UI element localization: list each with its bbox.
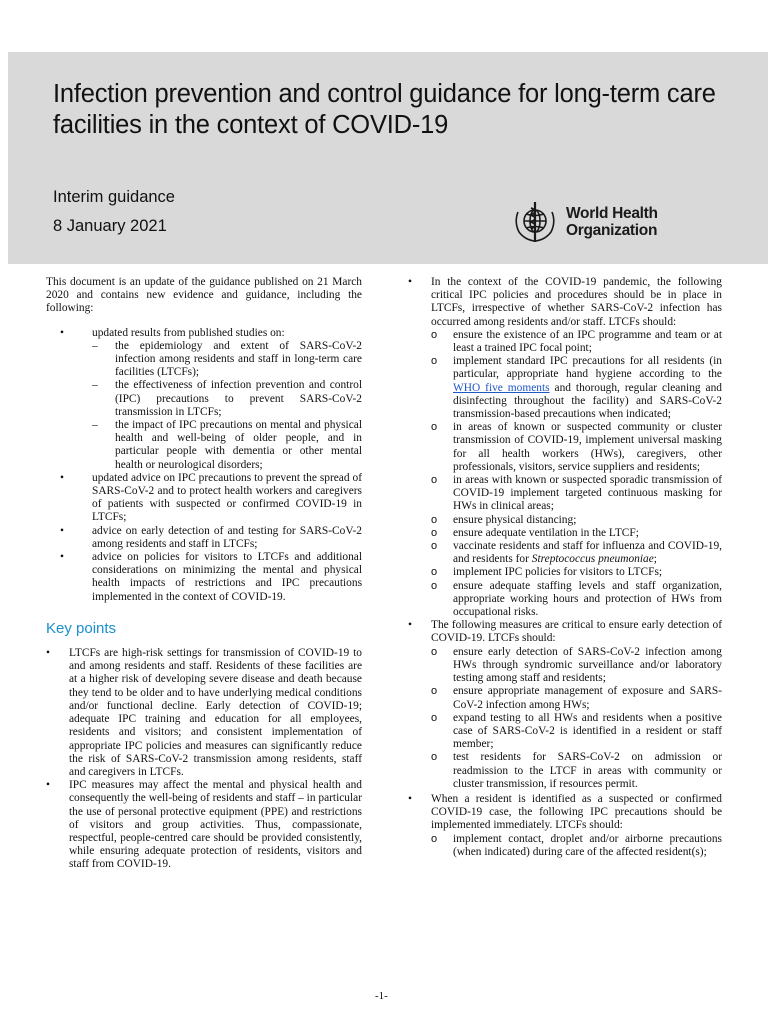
list-item — [408, 619, 722, 791]
sub-list — [431, 329, 722, 619]
key-point-item: • LTCFs are high-risk settings for transmission of COVID-19 to and among residents and staff. Residents of these facilities are at a higher risk of developing severe disease and death because they tend to be older and to have underlying medical conditions and/or functional decline. Early detection of COVID-19; adequate IPC training and education for all employees, residents and visitors; and consistent implementation of appropriate IPC policies and measures can significantly reduce the risk of SARS-CoV-2 transmission among residents, staff and caregivers in LTCFs. — [46, 647, 362, 779]
update-list — [46, 327, 362, 604]
document-title: Infection prevention and control guidance for long-term care facilities in the context of COVID-19 — [53, 80, 716, 139]
text-span: ; — [653, 553, 657, 566]
sub-list — [431, 833, 722, 859]
sub-list-item: – the effectiveness of infection prevention and control (IPC) precautions to prevent SARS-CoV-2 transmission in LTCFs; — [92, 379, 362, 419]
intro-paragraph: This document is an update of the guidance published on 21 March 2020 and contains new evidence and guidance, including the following: — [46, 276, 362, 315]
who-wordmark — [566, 205, 658, 239]
list-item — [408, 793, 722, 859]
text-span: vaccinate residents and staff for influenza and COVID-19, and residents for — [453, 540, 722, 566]
right-column — [408, 276, 722, 859]
measures-list — [408, 276, 722, 859]
key-point-item: • IPC measures may affect the mental and physical health and consequently the well-being of residents and staff – in particular the use of personal protective equipment (PPE) and restrictions of visitors and group activities. Thus, compassionate, respectful, people-centred care should be provided consistently, while ensuring adequate protection of residents, visitors and staff from COVID-19. — [46, 779, 362, 871]
text-span: and thorough, regular cleaning and disinfecting throughout the facility) and SARS-CoV-2 transmission-based precautions when indicated; — [453, 381, 723, 421]
sub-list-item: o ensure the existence of an IPC programme and team or at least a trained IPC focal point; — [431, 329, 722, 355]
sub-list-item: o ensure adequate staffing levels and staff organization, appropriate working hours and protection of HWs from occupational risks. — [431, 580, 722, 620]
who-five-moments-link[interactable]: WHO five moments — [453, 381, 550, 394]
sub-list-item — [431, 355, 722, 421]
sub-list — [431, 646, 722, 791]
document-date: 8 January 2021 — [53, 217, 167, 235]
list-item: • advice on policies for visitors to LTCFs and additional considerations on minimizing the mental and physical health impacts of restrictions and IPC precautions implemented in the context of COVID-19. — [46, 551, 362, 604]
sub-list-item: o ensure physical distancing; — [431, 514, 722, 527]
list-item — [408, 276, 722, 619]
list-item: • advice on early detection of and testing for SARS-CoV-2 among residents and staff in LTCFs; — [46, 525, 362, 551]
sub-list-item: o in areas with known or suspected sporadic transmission of COVID-19 implement targeted continuous masking for HWs in clinical areas; — [431, 474, 722, 514]
sub-list-item: o ensure adequate ventilation in the LTCF; — [431, 527, 722, 540]
org-name-line2: Organization — [566, 222, 658, 239]
list-item: • updated advice on IPC precautions to prevent the spread of SARS-CoV-2 and to protect health workers and caregivers of patients with suspected or confirmed COVID-19 in LTCFs; — [46, 472, 362, 525]
text-span: implement standard IPC precautions for all residents (in particular, appropriate hand hygiene according to the — [453, 355, 722, 381]
sub-list-item: o expand testing to all HWs and residents when a positive case of SARS-CoV-2 is identified in a resident or staff member; — [431, 712, 722, 752]
left-column — [46, 276, 362, 872]
sub-list — [92, 340, 362, 472]
sub-list-item: o implement contact, droplet and/or airborne precautions (when indicated) during care of the affected resident(s); — [431, 833, 722, 859]
key-points-list — [46, 647, 362, 871]
list-item-text: The following measures are critical to ensure early detection of COVID-19. LTCFs should: — [431, 619, 722, 645]
sub-list-item: o in areas of known or suspected community or cluster transmission of COVID-19, implement universal masking for all health workers (HWs), caregivers, other professionals, visitors, service suppliers and residents; — [431, 421, 722, 474]
document-subtitle: Interim guidance — [53, 188, 175, 206]
sub-list-item: o implement IPC policies for visitors to LTCFs; — [431, 566, 722, 579]
who-emblem-icon — [510, 200, 560, 244]
list-item-text: updated results from published studies on: — [92, 326, 285, 339]
sub-list-item: o test residents for SARS-CoV-2 on admission or readmission to the LTCF in areas with community or cluster transmission, if resources permit. — [431, 751, 722, 791]
italic-text: Streptococcus pneumoniae — [531, 553, 654, 566]
sub-list-item: o ensure early detection of SARS-CoV-2 infection among HWs through syndromic surveillance and/or laboratory testing among staff and residents; — [431, 646, 722, 686]
org-name-line1: World Health — [566, 205, 658, 222]
sub-list-item: o ensure appropriate management of exposure and SARS-CoV-2 infection among HWs; — [431, 685, 722, 711]
sub-list-item: – the epidemiology and extent of SARS-CoV-2 infection among residents and staff in long-term care facilities (LTCFs); — [92, 340, 362, 380]
page-number: -1- — [375, 990, 388, 1002]
sub-list-item: – the impact of IPC precautions on mental and physical health and well-being of older people, and in particular people with dementia or other mental health or neurological disorders; — [92, 419, 362, 472]
list-item-text: When a resident is identified as a suspected or confirmed COVID-19 case, the following IPC precautions should be implemented immediately. LTCFs should: — [431, 792, 722, 832]
who-logo — [510, 200, 658, 244]
list-item-text: In the context of the COVID-19 pandemic, the following critical IPC policies and procedures should be in place in LTCFs, irrespective of whether SARS-CoV-2 infection has occurred among residents and/or staff. LTCFs should: — [431, 276, 722, 328]
key-points-heading: Key points — [46, 619, 117, 637]
sub-list-item — [431, 540, 722, 566]
list-item — [46, 327, 362, 472]
